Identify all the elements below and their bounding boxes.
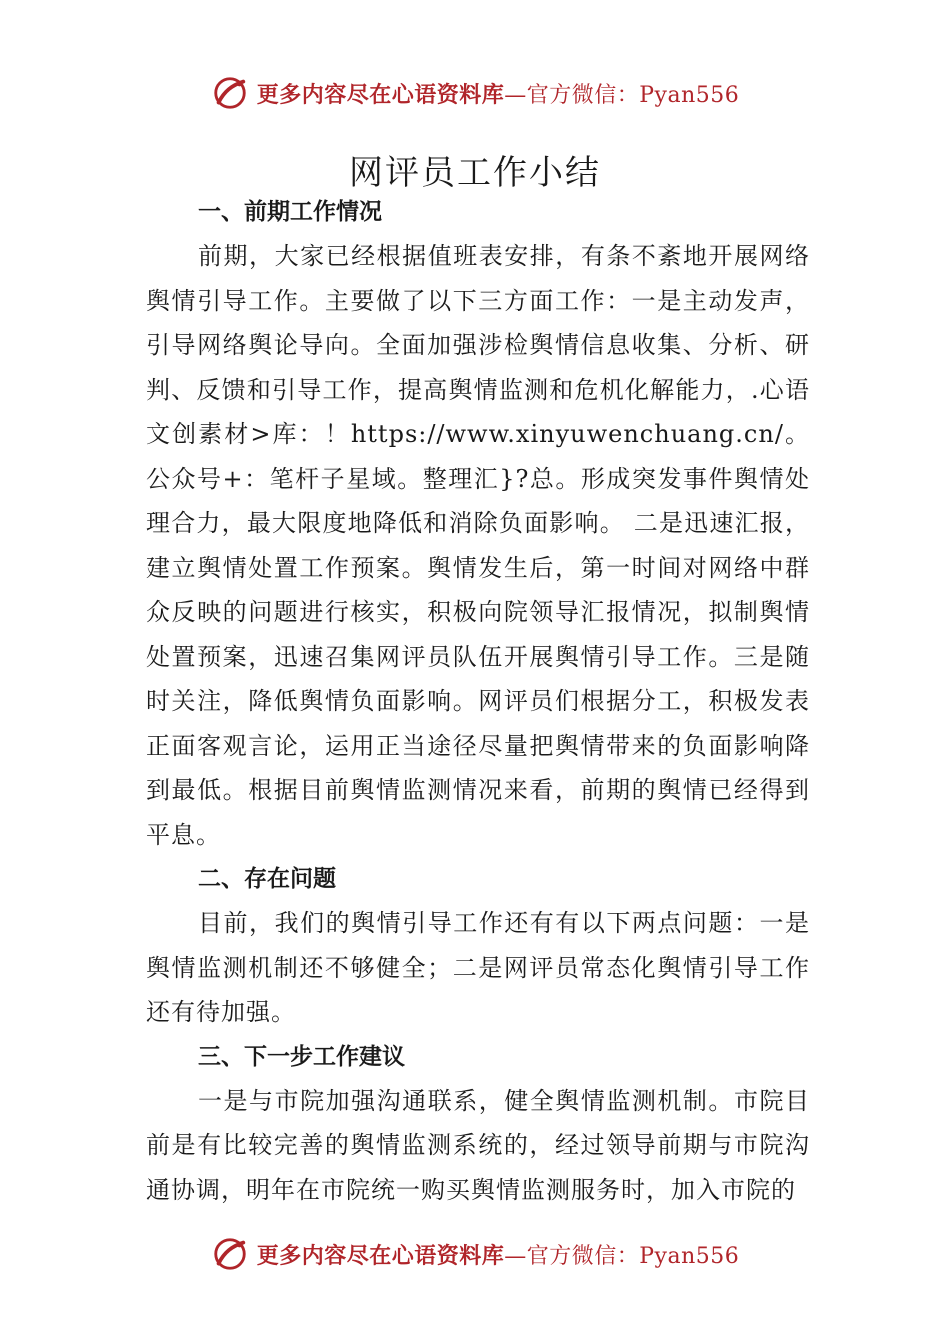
logo-icon bbox=[211, 74, 249, 112]
section-paragraph-3: 一是与市院加强沟通联系，健全舆情监测机制。市院目前是有比较完善的舆情监测系统的，经过领导前期与市院沟通协调，明年在市院统一购买舆情监测服务时，加入市院的 bbox=[146, 1086, 810, 1204]
section-heading-2: 二、存在问题 bbox=[198, 866, 336, 892]
section-paragraph-1: 前期，大家已经根据值班表安排，有条不紊地开展网络舆情引导工作。主要做了以下三方面工作：一是主动发声，引导网络舆论导向。全面加强涉检舆情信息收集、分析、研判、反馈和引导工作，提高舆情监测和危机化解能力，.心语文创素材>库：！https://www.xinyuwenchuang.cn/。公众号+：笔杆子星域。整理汇}?总。形成突发事件舆情处理合力，最大限度地降低和消除负面影响。 二是迅速汇报，建立舆情处置工作预案。舆情发生后，第一时间对网络中群众反映的问题进行核实，积极向院领导汇报情况，拟制舆情处置预案，迅速召集网评员队伍开展舆情引导工作。三是随时关注，降低舆情负面影响。网评员们根据分工，积极发表正面客观言论，运用正当途径尽量把舆情带来的负面影响降到最低。根据目前舆情监测情况来看，前期的舆情已经得到平息。 bbox=[146, 242, 810, 849]
watermark-separator: — bbox=[504, 1243, 527, 1269]
document-body bbox=[146, 190, 810, 1212]
watermark-site: 更多内容尽在心语资料库 bbox=[256, 81, 505, 108]
section-heading-1: 一、前期工作情况 bbox=[198, 199, 382, 225]
watermark-header bbox=[0, 71, 950, 115]
watermark-contact: 官方微信：Pyan556 bbox=[526, 82, 740, 108]
watermark-text bbox=[257, 78, 740, 109]
watermark-footer bbox=[0, 1232, 950, 1276]
section-heading-3: 三、下一步工作建议 bbox=[198, 1043, 405, 1070]
watermark-contact: 官方微信：Pyan556 bbox=[526, 1243, 740, 1269]
watermark-separator: — bbox=[504, 82, 527, 108]
logo-icon bbox=[211, 1235, 249, 1273]
watermark-site: 更多内容尽在心语资料库 bbox=[256, 1242, 505, 1269]
document-title: 网评员工作小结 bbox=[349, 152, 601, 193]
section-paragraph-2: 目前，我们的舆情引导工作还有有以下两点问题：一是舆情监测机制还不够健全；二是网评员常态化舆情引导工作还有待加强。 bbox=[146, 909, 810, 1026]
watermark-text bbox=[257, 1239, 740, 1270]
